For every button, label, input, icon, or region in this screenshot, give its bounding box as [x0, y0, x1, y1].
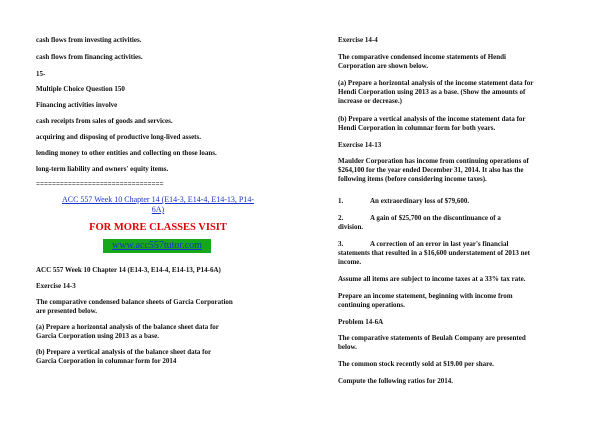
exercise-text: increase or decrease.): [338, 97, 402, 105]
exercise-text: The comparative condensed balance sheets of Garcia Corporation: [36, 298, 233, 306]
answer-option: cash receipts from sales of goods and services.: [36, 117, 173, 125]
answer-option: long-term liability and owners' equity items.: [36, 165, 169, 173]
text-line: 15-: [36, 70, 46, 78]
exercise-text: $264,100 for the year ended December 31, 2014. It also has the: [338, 166, 524, 174]
exercise-title: Exercise 14-3: [36, 282, 76, 290]
exercise-text: Assume all items are subject to income taxes at a 33% tax rate.: [338, 275, 526, 283]
list-text: income.: [338, 258, 362, 266]
list-text: An extraordinary loss of $79,600.: [370, 197, 470, 205]
problem-title: Problem 14-6A: [338, 318, 384, 326]
exercise-text: The comparative condensed income statements of Hendi: [338, 53, 506, 61]
course-link-line-1[interactable]: ACC 557 Week 10 Chapter 14 (E14-3, E14-4, E14-13, P14-: [61, 195, 255, 204]
exercise-text: Corporation are shown below.: [338, 62, 429, 70]
right-page: [338, 0, 582, 424]
answer-option: acquiring and disposing of productive long-lived assets.: [36, 133, 201, 141]
exercise-text: Hendi Corporation using 2013 as a base. (Show the amounts of: [338, 88, 526, 96]
text-line: cash flows from financing activities.: [36, 53, 143, 61]
exercise-text: following items (before considering income taxes).: [338, 175, 487, 183]
exercise-text: below.: [338, 343, 357, 351]
exercise-text: continuing operations.: [338, 301, 405, 309]
exercise-text: Prepare an income statement, beginning with income from: [338, 292, 513, 300]
list-text: division.: [338, 223, 364, 231]
section-heading: ACC 557 Week 10 Chapter 14 (E14-3, E14-4, E14-13, P14-6A): [36, 266, 221, 274]
visit-banner: FOR MORE CLASSES VISIT: [89, 222, 227, 233]
exercise-text: Maulder Corporation has income from continuing operations of: [338, 157, 529, 165]
exercise-text: Compute the following ratios for 2014.: [338, 377, 453, 385]
exercise-text: The common stock recently sold at $19.00 per share.: [338, 360, 494, 368]
separator-line: ================================: [36, 180, 164, 188]
site-link-box[interactable]: [103, 239, 211, 253]
list-text: A gain of $25,700 on the discontinuance of a: [370, 214, 501, 222]
text-line: cash flows from investing activities.: [36, 36, 142, 44]
answer-option: lending money to other entities and collecting on those loans.: [36, 149, 217, 157]
exercise-text: (a) Prepare a horizontal analysis of the balance sheet data for: [36, 323, 219, 331]
list-number: 3.: [338, 240, 344, 248]
exercise-text: (b) Prepare a vertical analysis of the income statement data for: [338, 115, 526, 123]
question-title: Multiple Choice Question 150: [36, 85, 125, 93]
question-stem: Financing activities involve: [36, 101, 118, 109]
exercise-text: Garcia Corporation in columnar form for 2014: [36, 357, 177, 365]
exercise-text: Hendi Corporation in columnar form for both years.: [338, 124, 496, 132]
exercise-text: are presented below.: [36, 307, 97, 315]
course-link-line-2[interactable]: 6A): [151, 205, 165, 214]
exercise-text: Garcia Corporation using 2013 as a base.: [36, 332, 159, 340]
exercise-text: (b) Prepare a vertical analysis of the balance sheet data for: [36, 348, 212, 356]
list-text: A correction of an error in last year's financial: [370, 240, 509, 248]
exercise-title: Exercise 14-4: [338, 36, 378, 44]
exercise-text: The comparative statements of Beulah Company are presented: [338, 334, 526, 342]
list-number: 1.: [338, 197, 344, 205]
exercise-title: Exercise 14-13: [338, 141, 382, 149]
list-text: statements that resulted in a $16,600 understatement of 2013 net: [338, 249, 530, 257]
list-number: 2.: [338, 214, 344, 222]
left-page: [36, 0, 280, 424]
exercise-text: (a) Prepare a horizontal analysis of the income statement data for: [338, 79, 534, 87]
site-link[interactable]: www.acc557tutor.com: [112, 240, 202, 251]
